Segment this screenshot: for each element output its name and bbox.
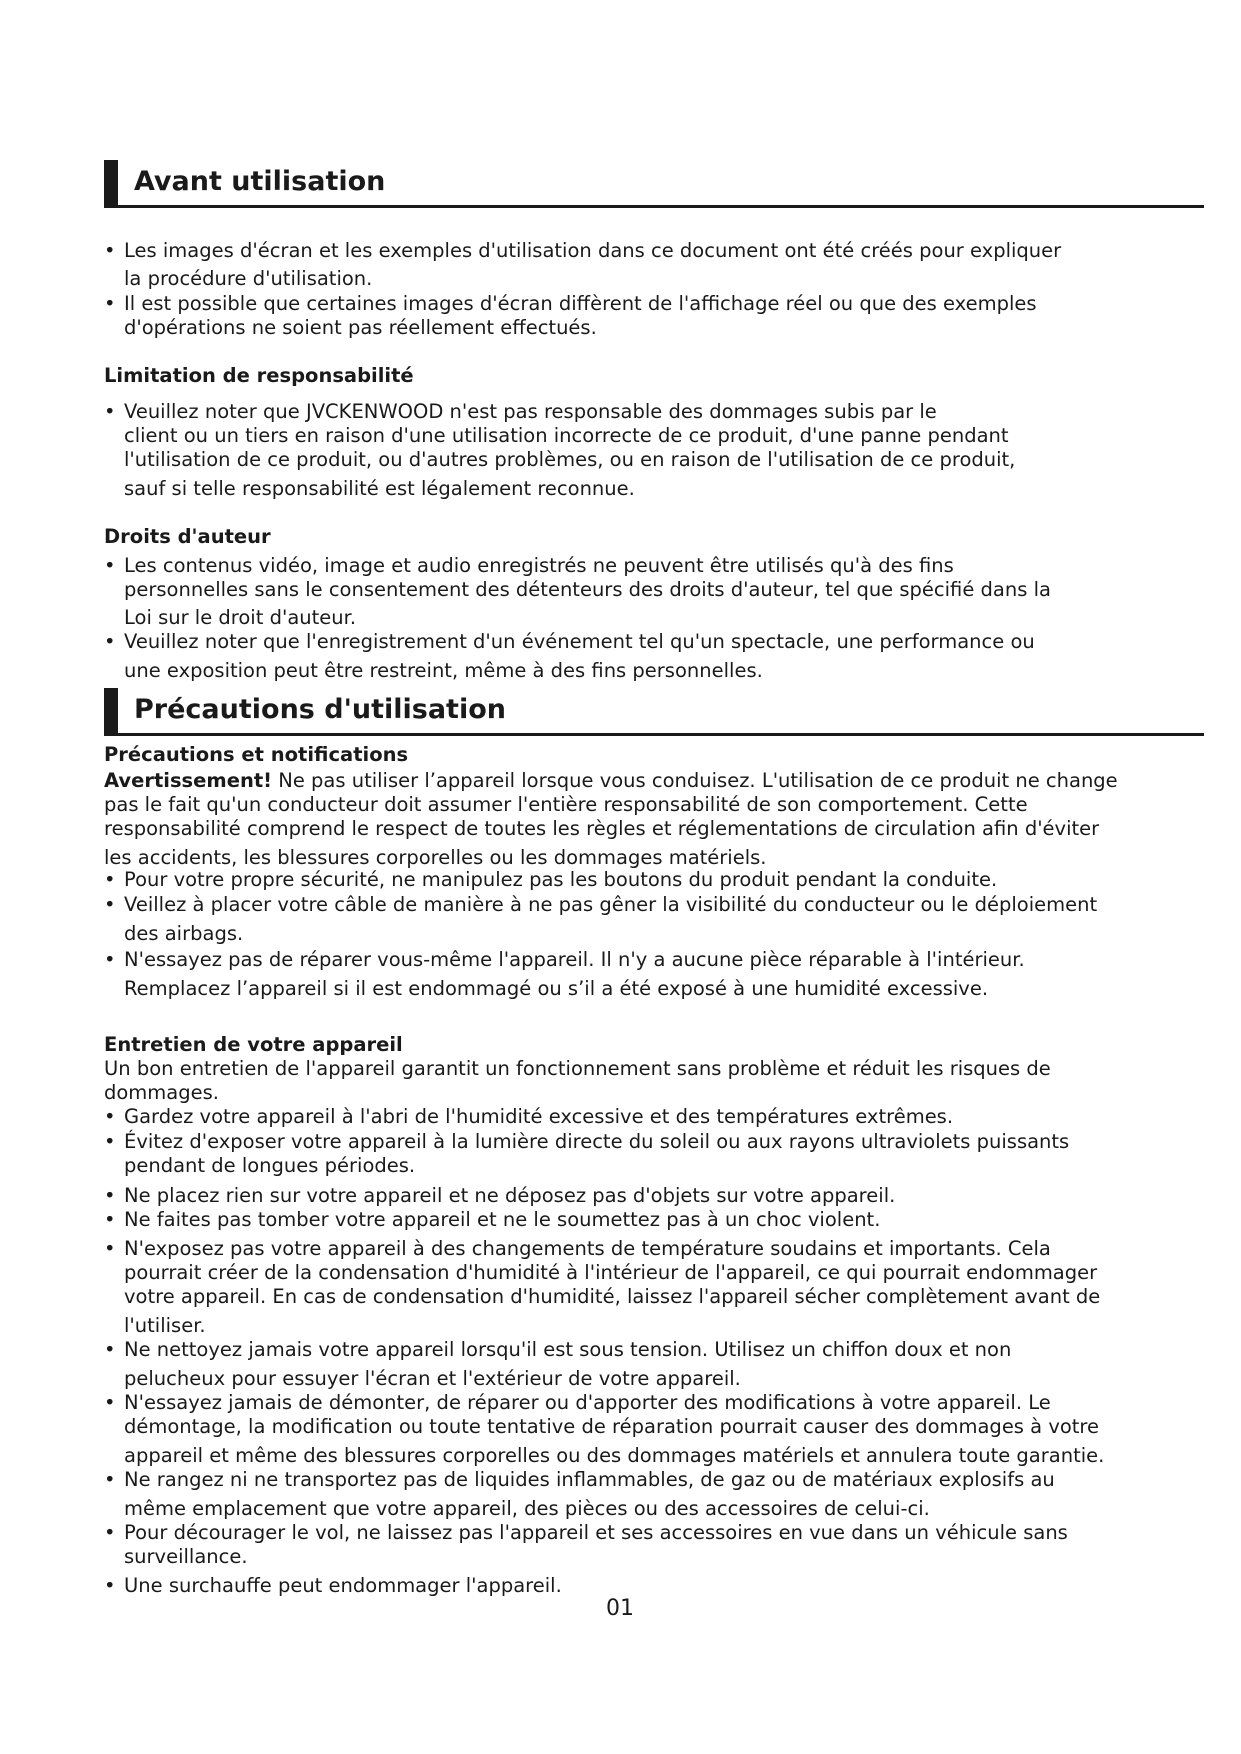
- bullet-line: d'opérations ne soient pas réellement effectués.: [124, 316, 597, 339]
- section-title: Précautions d'utilisation: [134, 694, 506, 725]
- subheading-copyright: Droits d'auteur: [104, 525, 271, 548]
- bullet-marker: •: [104, 868, 116, 891]
- maintenance-line: N'exposez pas votre appareil à des changements de température soudains et importants. Cela: [124, 1237, 1051, 1260]
- section-marker-bar: [104, 688, 118, 736]
- section-header-precautions: [104, 688, 1204, 736]
- limitation-line: Veuillez noter que JVCKENWOOD n'est pas responsable des dommages subis par le: [124, 400, 937, 423]
- bullet-marker: •: [104, 1184, 116, 1207]
- precaution-line: Remplacez l’appareil si il est endommagé ou s’il a été exposé à une humidité excessive.: [124, 977, 989, 1000]
- maintenance-line: Ne placez rien sur votre appareil et ne déposez pas d'objets sur votre appareil.: [124, 1184, 896, 1207]
- maintenance-line: Évitez d'exposer votre appareil à la lumière directe du soleil ou aux rayons ultraviolets puissants: [124, 1130, 1070, 1153]
- maintenance-line: Une surchauffe peut endommager l'appareil.: [124, 1574, 562, 1597]
- section-rule: [104, 205, 1204, 208]
- copyright-line: Les contenus vidéo, image et audio enregistrés ne peuvent être utilisés qu'à des fins: [124, 554, 954, 577]
- maintenance-line: Ne faites pas tomber votre appareil et ne le soumettez pas à un choc violent.: [124, 1208, 881, 1231]
- bullet-marker: •: [104, 948, 116, 971]
- warning-text: Ne pas utiliser l’appareil lorsque vous conduisez. L'utilisation de ce produit ne change: [272, 769, 1118, 792]
- bullet-marker: •: [104, 1208, 116, 1231]
- subheading-maintenance: Entretien de votre appareil: [104, 1033, 403, 1056]
- maintenance-line: votre appareil. En cas de condensation d'humidité, laissez l'appareil sécher complètement avant de: [124, 1285, 1101, 1308]
- precaution-line: Pour votre propre sécurité, ne manipulez pas les boutons du produit pendant la conduite.: [124, 868, 998, 891]
- bullet-line: la procédure d'utilisation.: [124, 267, 373, 290]
- maintenance-line: Pour décourager le vol, ne laissez pas l'appareil et ses accessoires en vue dans un véhicule sans: [124, 1521, 1068, 1544]
- bullet-marker: •: [104, 1237, 116, 1260]
- maintenance-line: Gardez votre appareil à l'abri de l'humidité excessive et des températures extrêmes.: [124, 1105, 954, 1128]
- bullet-marker: •: [104, 400, 116, 423]
- bullet-marker: •: [104, 893, 116, 916]
- bullet-line: Il est possible que certaines images d'écran diffèrent de l'affichage réel ou que des exemples: [124, 292, 1037, 315]
- section-marker-bar: [104, 160, 118, 208]
- section-title: Avant utilisation: [134, 166, 386, 197]
- subheading-precautions: Précautions et notifications: [104, 743, 409, 766]
- bullet-marker: •: [104, 292, 116, 315]
- warning-line: responsabilité comprend le respect de toutes les règles et réglementations de circulation afin d'éviter: [104, 817, 1100, 840]
- page-number: 01: [606, 1596, 634, 1621]
- bullet-marker: •: [104, 1574, 116, 1597]
- bullet-marker: •: [104, 1468, 116, 1491]
- maintenance-intro-line: Un bon entretien de l'appareil garantit un fonctionnement sans problème et réduit les risques de: [104, 1057, 1051, 1080]
- precaution-line: N'essayez pas de réparer vous-même l'appareil. Il n'y a aucune pièce réparable à l'intérieur.: [124, 948, 1025, 971]
- subheading-limitation: Limitation de responsabilité: [104, 364, 414, 387]
- maintenance-line: pelucheux pour essuyer l'écran et l'extérieur de votre appareil.: [124, 1367, 741, 1390]
- section-header-avant-utilisation: [104, 160, 1204, 208]
- limitation-line: sauf si telle responsabilité est légalement reconnue.: [124, 477, 635, 500]
- maintenance-line: l'utiliser.: [124, 1314, 206, 1337]
- maintenance-intro-line: dommages.: [104, 1081, 219, 1104]
- copyright-line: Loi sur le droit d'auteur.: [124, 606, 357, 629]
- limitation-line: l'utilisation de ce produit, ou d'autres problèmes, ou en raison de l'utilisation de ce produit,: [124, 448, 1016, 471]
- limitation-line: client ou un tiers en raison d'une utilisation incorrecte de ce produit, d'une panne pendant: [124, 424, 1009, 447]
- precaution-line: des airbags.: [124, 922, 244, 945]
- bullet-marker: •: [104, 1105, 116, 1128]
- maintenance-line: N'essayez jamais de démonter, de réparer ou d'apporter des modifications à votre appareil. Le: [124, 1391, 1051, 1414]
- maintenance-line: appareil et même des blessures corporelles ou des dommages matériels et annulera toute garantie.: [124, 1444, 1105, 1467]
- copyright-line: personnelles sans le consentement des détenteurs des droits d'auteur, tel que spécifié dans la: [124, 578, 1051, 601]
- bullet-marker: •: [104, 239, 116, 262]
- maintenance-line: pourrait créer de la condensation d'humidité à l'intérieur de l'appareil, ce qui pourrait endommager: [124, 1261, 1098, 1284]
- bullet-marker: •: [104, 630, 116, 653]
- maintenance-line: même emplacement que votre appareil, des pièces ou des accessoires de celui-ci.: [124, 1497, 930, 1520]
- maintenance-line: pendant de longues périodes.: [124, 1154, 416, 1177]
- bullet-marker: •: [104, 554, 116, 577]
- warning-line: les accidents, les blessures corporelles ou les dommages matériels.: [104, 846, 767, 869]
- copyright-line: une exposition peut être restreint, même à des fins personnelles.: [124, 659, 763, 682]
- bullet-line: Les images d'écran et les exemples d'utilisation dans ce document ont été créés pour expliquer: [124, 239, 1062, 262]
- maintenance-line: démontage, la modification ou toute tentative de réparation pourrait causer des dommages à votre: [124, 1415, 1100, 1438]
- section-rule: [104, 733, 1204, 736]
- copyright-line: Veuillez noter que l'enregistrement d'un événement tel qu'un spectacle, une performance ou: [124, 630, 1035, 653]
- maintenance-line: Ne nettoyez jamais votre appareil lorsqu'il est sous tension. Utilisez un chiffon doux et non: [124, 1338, 1012, 1361]
- bullet-marker: •: [104, 1391, 116, 1414]
- maintenance-line: Ne rangez ni ne transportez pas de liquides inflammables, de gaz ou de matériaux explosifs au: [124, 1468, 1055, 1491]
- maintenance-line: surveillance.: [124, 1545, 248, 1568]
- precaution-line: Veillez à placer votre câble de manière à ne pas gêner la visibilité du conducteur ou le déploiement: [124, 893, 1098, 916]
- bullet-marker: •: [104, 1521, 116, 1544]
- warning-line: pas le fait qu'un conducteur doit assumer l'entière responsabilité de son comportement. Cette: [104, 793, 1028, 816]
- warning-line: [104, 769, 1118, 793]
- bullet-marker: •: [104, 1338, 116, 1361]
- warning-label: Avertissement!: [104, 769, 273, 792]
- bullet-marker: •: [104, 1130, 116, 1153]
